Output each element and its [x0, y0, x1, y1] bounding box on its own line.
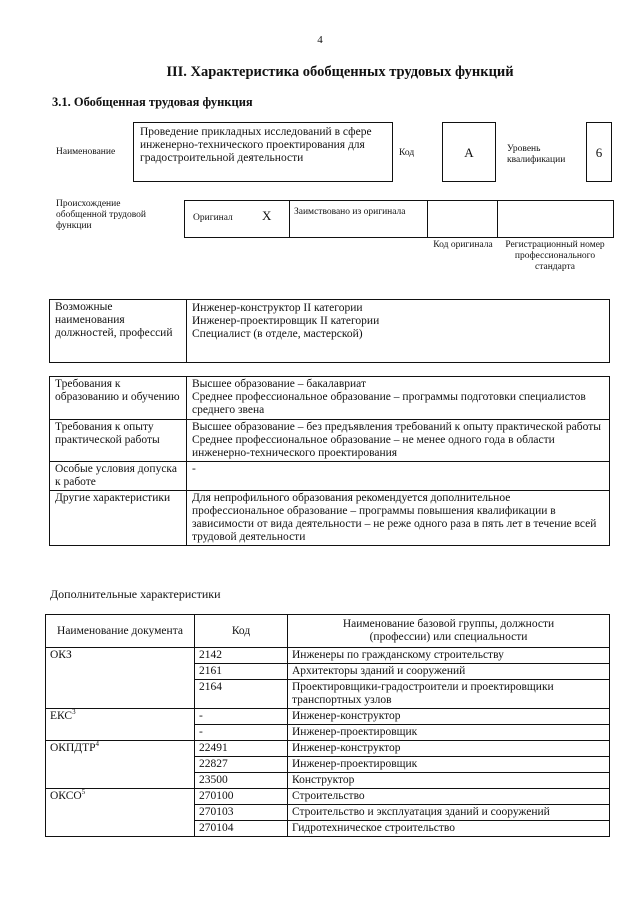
code-cell: - [195, 709, 288, 725]
req-experience-value [187, 420, 610, 462]
positions-table [49, 299, 610, 363]
code-cell: 270103 [195, 805, 288, 821]
position-item: Инженер-проектировщик II категории [192, 315, 380, 327]
section-title: III. Характеристика обобщенных трудовых функций [166, 64, 514, 80]
original-label: Оригинал [193, 213, 233, 223]
code-original-caption: Код оригинала [433, 240, 493, 250]
table-row [46, 741, 610, 757]
code-cell: 23500 [195, 773, 288, 789]
req-education-value [187, 377, 610, 420]
code-cell: 22491 [195, 741, 288, 757]
name-cell: Конструктор [288, 773, 610, 789]
table-row [46, 789, 610, 805]
req-special-label: Особые условия допуска к работе [50, 462, 187, 491]
code-cell: 270104 [195, 821, 288, 837]
reg-number-caption: Регистрационный номер профессионального стандарта [505, 240, 605, 272]
name-value-box [133, 122, 393, 182]
borrowed-label: Заимствовано из оригинала [294, 207, 406, 217]
name-cell: Инженер-конструктор [288, 709, 610, 725]
name-cell: Инженеры по гражданскому строительству [288, 648, 610, 664]
name-cell: Строительство и эксплуатация зданий и сооружений [288, 805, 610, 821]
name-cell: Архитекторы зданий и сооружений [288, 664, 610, 680]
col-name-header: Наименование базовой группы, должности (профессии) или специальности [288, 615, 610, 648]
table-row [46, 648, 610, 664]
req-other-label: Другие характеристики [50, 491, 187, 546]
positions-label: Возможные наименования должностей, профессий [50, 300, 187, 363]
req-line: Высшее образование – бакалавриат [192, 378, 366, 390]
req-experience-label: Требования к опыту практической работы [50, 420, 187, 462]
name-cell: Строительство [288, 789, 610, 805]
code-cell: 2164 [195, 680, 288, 709]
additional-table [45, 614, 610, 837]
doc-cell: ОКСО$^5$ [46, 789, 195, 837]
original-mark: Х [262, 208, 272, 223]
req-line: Высшее образование – без предъявления требований к опыту практической работы [192, 421, 601, 433]
doc-cell: ЕКС$^3$ [46, 709, 195, 741]
name-value: Проведение прикладных исследований в сфере инженерно-технического проектирования для градостроительной деятельности [140, 126, 372, 165]
req-line: Среднее профессиональное образование – программы подготовки специалистов среднего звена [192, 391, 586, 416]
name-label: Наименование [56, 147, 116, 157]
position-item: Специалист (в отделе, мастерской) [192, 328, 363, 340]
req-education-label: Требования к образованию и обучению [50, 377, 187, 420]
name-cell: Инженер-проектировщик [288, 725, 610, 741]
level-value-box [586, 122, 612, 182]
name-cell: Инженер-конструктор [288, 741, 610, 757]
req-other-value [187, 491, 610, 546]
code-label: Код [399, 148, 415, 158]
origin-label: Происхождение обобщенной трудовой функции [56, 199, 146, 231]
requirements-table [49, 376, 610, 546]
req-line: Для непрофильного образования рекомендуется дополнительное профессиональное образование – программы повышения квалификации в зависимости от вида деятельности – не реже одного раза в пять лет в течение всей трудовой деятельности [192, 492, 597, 543]
table-row [46, 709, 610, 725]
additional-title: Дополнительные характеристики [50, 587, 221, 601]
position-item: Инженер-конструктор II категории [192, 302, 363, 314]
doc-cell: ОКЗ [46, 648, 195, 709]
level-label: Уровень квалификации [507, 144, 566, 165]
code-cell: 2142 [195, 648, 288, 664]
name-cell: Проектировщики-градостроители и проектировщики транспортных узлов [288, 680, 610, 709]
name-cell: Инженер-проектировщик [288, 757, 610, 773]
positions-list [187, 300, 610, 363]
code-cell: 270100 [195, 789, 288, 805]
req-line: - [192, 463, 196, 475]
name-cell: Гидротехническое строительство [288, 821, 610, 837]
req-special-value [187, 462, 610, 491]
code-cell: - [195, 725, 288, 741]
req-line: Среднее профессиональное образование – не менее одного года в области инженерно-технического проектирования [192, 434, 555, 459]
code-value-box [442, 122, 496, 182]
code-value: А [464, 145, 474, 160]
doc-cell: ОКПДТР$^4$ [46, 741, 195, 789]
subsection-title: 3.1. Обобщенная трудовая функция [52, 95, 253, 109]
code-cell: 22827 [195, 757, 288, 773]
page-number: 4 [317, 34, 323, 46]
col-code-header: Код [195, 615, 288, 648]
origin-box [184, 200, 614, 238]
col-doc-header: Наименование документа [46, 615, 195, 648]
code-cell: 2161 [195, 664, 288, 680]
level-value: 6 [595, 145, 603, 160]
